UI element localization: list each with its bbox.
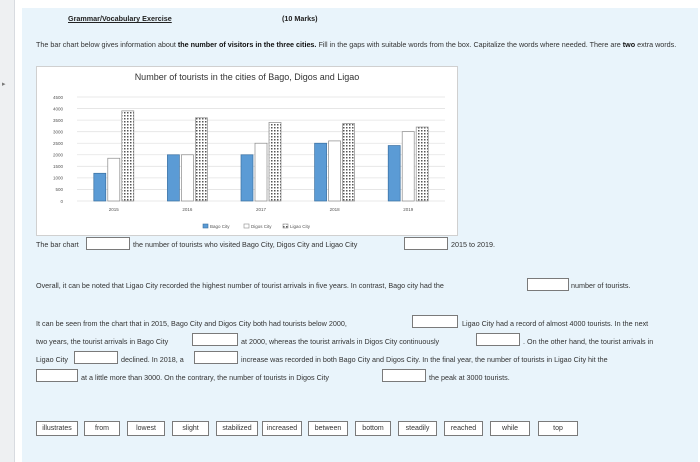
bar xyxy=(402,132,414,201)
bar xyxy=(181,155,193,201)
word-bank-item[interactable]: reached xyxy=(444,421,483,436)
gap-9-input[interactable] xyxy=(36,369,78,382)
word-bank-item[interactable]: while xyxy=(490,421,530,436)
word-bank-item[interactable]: stabilized xyxy=(216,421,258,436)
intro-text-a: The bar chart below gives information about xyxy=(36,40,176,49)
bar xyxy=(108,158,120,201)
y-tick-label: 500 xyxy=(55,187,63,193)
intro-text-c: Fill in the gaps with suitable words from the box. Capitalize the words where xyxy=(318,40,560,49)
legend-label: Digos City xyxy=(251,224,272,229)
sentence-3c: two years, the tourist arrivals in Bago City xyxy=(36,337,169,346)
legend-label: Bago City xyxy=(210,224,230,229)
sentence-1c: 2015 to 2019. xyxy=(451,240,495,249)
bar xyxy=(94,173,106,201)
sentence-3a: It can be seen from the chart that in 2015, Bago City and Digos City both had tourists below 2000, xyxy=(36,319,347,328)
sentence-3h: increase was recorded in both Bago City and Digos City. In the final year, the number of tourists in Ligao City hit the xyxy=(241,355,608,364)
left-sidebar xyxy=(0,0,15,462)
bar xyxy=(241,155,253,201)
intro-text-e: two xyxy=(622,40,636,49)
intro-text-b: the number of visitors in the three cities. xyxy=(177,40,317,49)
gap-4-input[interactable] xyxy=(412,315,458,328)
gap-3-input[interactable] xyxy=(527,278,569,291)
bar xyxy=(315,143,327,201)
gap-10-input[interactable] xyxy=(382,369,426,382)
bar xyxy=(343,124,355,201)
chevron-right-icon[interactable]: ▸ xyxy=(2,81,6,88)
bar xyxy=(122,111,134,201)
chart-title: Number of tourists in the cities of Bago, Digos and Ligao xyxy=(134,72,360,82)
bar xyxy=(388,146,400,201)
intro-text-f: extra words. xyxy=(637,40,677,49)
sentence-3d: at 2000, whereas the tourist arrivals in Digos City continuously xyxy=(241,337,440,346)
gap-7-input[interactable] xyxy=(74,351,118,364)
sentence-3i: at a little more than 3000. On the contrary, the number of tourists in Digos City xyxy=(81,373,329,382)
bar xyxy=(195,118,207,201)
intro-text-d: needed. There are xyxy=(561,40,621,49)
bar xyxy=(255,143,267,201)
y-tick-label: 2000 xyxy=(52,152,63,158)
bar xyxy=(167,155,179,201)
gap-6-input[interactable] xyxy=(476,333,520,346)
word-bank-item[interactable]: slight xyxy=(172,421,209,436)
sentence-1b: the number of tourists who visited Bago City, Digos City and Ligao City xyxy=(133,240,358,249)
word-bank-item[interactable]: top xyxy=(538,421,578,436)
sentence-2a: Overall, it can be noted that Ligao City recorded the highest number of tourist arrivals in five years. In contrast, Bago city had the xyxy=(36,281,444,290)
legend-swatch xyxy=(244,224,249,228)
y-tick-label: 4000 xyxy=(52,106,63,112)
sentence-3e: . On the other hand, the tourist arrivals in xyxy=(523,337,654,346)
y-tick-label: 1000 xyxy=(52,175,63,181)
legend-swatch xyxy=(203,224,208,228)
exercise-panel xyxy=(22,8,698,462)
word-bank-item[interactable]: lowest xyxy=(127,421,165,436)
gap-5-input[interactable] xyxy=(192,333,238,346)
word-bank-item[interactable]: illustrates xyxy=(36,421,78,436)
y-tick-label: 3500 xyxy=(52,117,63,123)
legend-label: Ligao City xyxy=(290,224,311,229)
sentence-3b: Ligao City had a record of almost 4000 tourists. In the next xyxy=(462,319,649,328)
y-tick-label: 4500 xyxy=(52,94,63,100)
bar xyxy=(329,141,341,201)
y-tick-label: 1500 xyxy=(52,164,63,170)
x-tick-label: 2015 xyxy=(108,207,119,212)
word-bank-item[interactable]: from xyxy=(84,421,120,436)
exercise-title: Grammar/Vocabulary Exercise xyxy=(68,14,172,23)
x-tick-label: 2019 xyxy=(403,207,414,212)
word-bank-item[interactable]: steadily xyxy=(398,421,437,436)
legend-swatch xyxy=(283,224,288,228)
sentence-3f: Ligao City xyxy=(36,355,68,364)
sentence-3g: declined. In 2018, a xyxy=(121,355,184,364)
exercise-marks: (10 Marks) xyxy=(282,14,318,23)
instructions xyxy=(36,40,686,51)
word-bank-item[interactable]: between xyxy=(308,421,348,436)
word-bank-item[interactable]: bottom xyxy=(355,421,391,436)
bar xyxy=(416,127,428,201)
word-bank-item[interactable]: increased xyxy=(262,421,302,436)
bar xyxy=(269,122,281,201)
y-tick-label: 2500 xyxy=(52,141,63,147)
x-tick-label: 2018 xyxy=(329,207,340,212)
sentence-2b: number of tourists. xyxy=(571,281,631,290)
y-tick-label: 0 xyxy=(60,198,63,204)
bar-chart-svg xyxy=(37,67,457,235)
y-tick-label: 3000 xyxy=(52,129,63,135)
x-tick-label: 2016 xyxy=(182,207,193,212)
sentence-1a: The bar chart xyxy=(36,240,79,249)
gap-2-input[interactable] xyxy=(404,237,448,250)
gap-1-input[interactable] xyxy=(86,237,130,250)
bar-chart xyxy=(36,66,458,236)
x-tick-label: 2017 xyxy=(255,207,267,212)
gap-8-input[interactable] xyxy=(194,351,238,364)
sentence-3j: the peak at 3000 tourists. xyxy=(429,373,510,382)
